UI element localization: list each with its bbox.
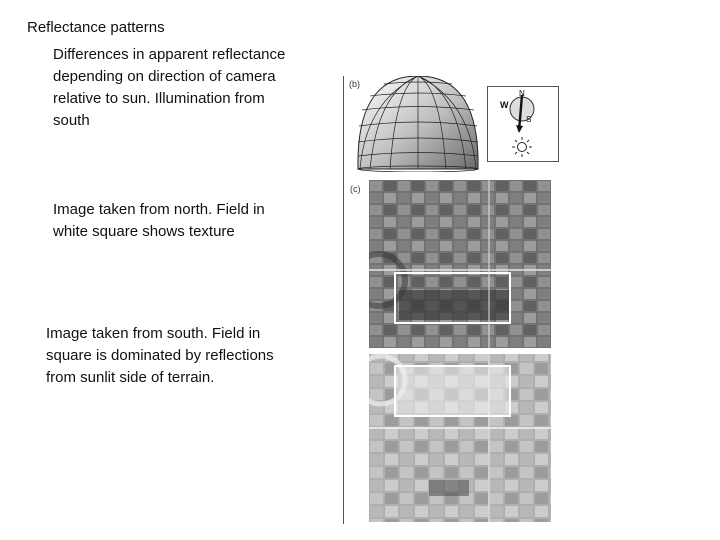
panel-label-b: (b) [349,79,360,89]
north-image-caption: Image taken from north. Field in white square shows texture [53,201,265,240]
aerial-photo-graphic [369,180,551,522]
south-image-caption: Image taken from south. Field in square is dominated by reflections from sunlit side of terrain. [46,325,274,386]
compass-west-label: W [500,100,509,110]
aerial-photographs [369,180,551,527]
figure-divider [343,76,344,524]
compass-graphic [488,87,558,161]
compass-south-label: S [526,115,532,124]
hemisphere-graphic [348,76,485,172]
panel-label-c: (c) [350,184,361,194]
slide-title: Reflectance patterns [27,19,165,36]
reflectance-description: Differences in apparent reflectance depending on direction of camera relative to sun. Illumination from south [53,46,286,129]
sun-icon [512,137,532,157]
compass-north-label: N [519,89,525,98]
hemisphere-diagram [348,76,485,172]
compass-box [487,86,559,162]
